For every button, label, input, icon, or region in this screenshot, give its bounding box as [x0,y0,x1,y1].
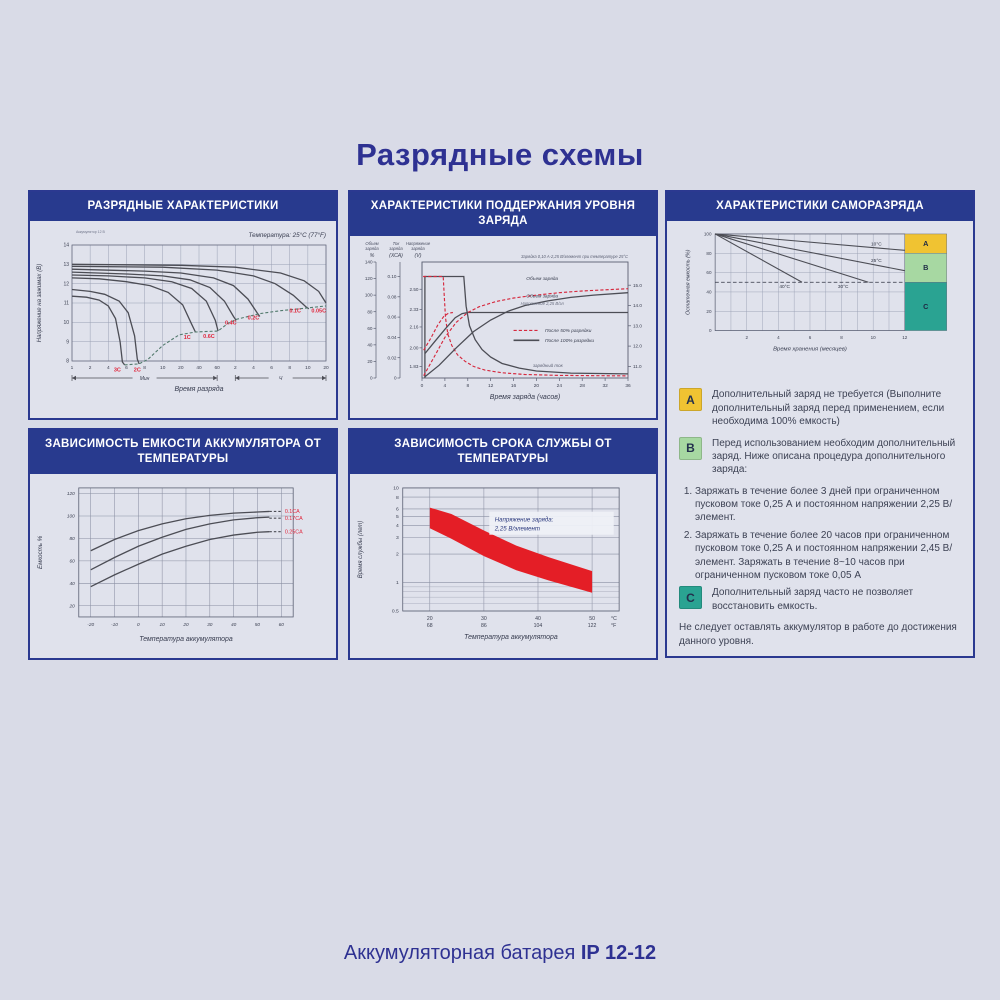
svg-text:140: 140 [364,259,373,265]
svg-text:0.2C: 0.2C [247,315,260,322]
footer-text: Аккумуляторная батарея [343,942,576,964]
svg-text:86: 86 [481,623,487,630]
svg-text:15.0: 15.0 [633,283,642,289]
svg-text:24: 24 [556,384,563,390]
notes-section [667,376,973,656]
svg-text:Остаточная емкость (%): Остаточная емкость (%) [685,249,692,316]
svg-text:30: 30 [207,623,213,629]
svg-text:60: 60 [69,559,75,565]
panel-self-discharge [665,190,975,658]
svg-text:6: 6 [808,334,812,340]
svg-text:Напряжение заряда:: Напряжение заряда: [494,517,554,525]
svg-text:10: 10 [159,623,165,629]
panel-self-discharge-body [667,221,973,656]
svg-text:6: 6 [125,366,128,372]
svg-text:0.06: 0.06 [387,315,397,321]
float-charge-chart [350,238,656,416]
svg-text:8: 8 [288,366,292,372]
svg-text:2: 2 [745,334,749,340]
svg-text:1.83: 1.83 [409,364,419,370]
svg-text:8: 8 [143,366,146,372]
svg-text:60: 60 [278,623,284,629]
svg-text:2: 2 [396,553,399,559]
svg-text:2C: 2C [133,367,141,374]
svg-text:11: 11 [63,300,69,307]
note-b-text: Перед использованием необходим дополнительный заряд. Ниже описана процедура дополнительного заряда: [712,437,956,476]
svg-text:°F: °F [611,623,617,630]
svg-text:40: 40 [706,289,712,295]
svg-text:Емкость %: Емкость % [37,536,45,570]
svg-text:3C: 3C [113,367,121,374]
svg-text:Ч: Ч [278,375,283,382]
svg-text:0.6C: 0.6C [203,333,215,340]
svg-text:12.0: 12.0 [633,344,642,350]
note-b [679,437,961,477]
svg-text:Напряжение 2,25 В/эл: Напряжение 2,25 В/эл [520,301,564,307]
svg-text:60: 60 [367,326,373,332]
svg-text:После 50% разрядки: После 50% разрядки [545,329,592,335]
note-a-text: Дополнительный заряд не требуется (Выполните дополнительный заряд перед применением, если необходима 100% емкость) [712,389,945,428]
note-c [679,586,961,613]
self-discharge-chart [667,223,973,376]
svg-text:Время разряда: Время разряда [174,386,224,394]
svg-text:80: 80 [69,537,75,543]
svg-text:12: 12 [63,281,69,288]
svg-text:80: 80 [706,250,712,256]
svg-text:Напряжение: Напряжение [405,241,431,247]
panel-discharge-header: РАЗРЯДНЫЕ ХАРАКТЕРИСТИКИ [30,192,336,221]
svg-text:20: 20 [426,616,433,623]
svg-text:16: 16 [510,384,517,390]
svg-text:36: 36 [625,384,631,390]
svg-text:0.5: 0.5 [391,610,399,616]
svg-text:10: 10 [393,486,399,492]
svg-text:-10: -10 [111,623,118,629]
panel-capacity-temp-body [30,474,336,658]
svg-text:0.05C: 0.05C [311,308,327,315]
svg-text:A: A [923,239,929,249]
panel-float-header: ХАРАКТЕРИСТИКИ ПОДДЕРЖАНИЯ УРОВНЯ ЗАРЯДА [350,192,656,236]
svg-text:8: 8 [66,358,69,365]
svg-text:%: % [369,253,375,260]
svg-text:Аккумулятор 12 В: Аккумулятор 12 В [76,230,105,235]
svg-text:0.04: 0.04 [387,335,397,341]
svg-text:8: 8 [396,496,399,502]
svg-text:0: 0 [393,375,397,381]
svg-text:120: 120 [364,276,373,282]
service-life-chart [350,476,656,658]
svg-text:100: 100 [703,231,712,237]
svg-text:25°C: 25°C [871,259,882,265]
svg-text:50: 50 [589,616,595,623]
zone-a-badge: A [679,388,702,411]
svg-text:40: 40 [367,342,373,348]
svg-text:(V): (V) [414,253,422,260]
panel-self-discharge-header: ХАРАКТЕРИСТИКИ САМОРАЗРЯДА [667,192,973,221]
zone-c-badge: C [679,586,702,609]
svg-text:50: 50 [254,623,261,629]
svg-text:2.16: 2.16 [409,324,419,330]
svg-text:После 100% разрядки: После 100% разрядки [545,339,595,345]
panel-capacity-temp-header: ЗАВИСИМОСТЬ ЕМКОСТИ АККУМУЛЯТОРА ОТ ТЕМПЕРАТУРЫ [30,430,336,474]
svg-text:0.1C: 0.1C [289,308,301,315]
svg-text:100: 100 [364,293,373,299]
svg-text:10°C: 10°C [871,242,882,248]
svg-text:Напряжение на зажимах (В): Напряжение на зажимах (В) [37,263,43,343]
svg-text:40: 40 [230,623,237,629]
svg-text:4: 4 [777,334,780,340]
svg-text:14: 14 [63,242,69,249]
panel-capacity-temp [28,428,338,660]
svg-text:2: 2 [88,366,92,372]
svg-text:зарядный ток: зарядный ток [533,363,563,369]
svg-text:1C: 1C [183,334,191,341]
svg-text:0.02: 0.02 [387,355,397,361]
svg-text:Мин: Мин [139,375,150,382]
svg-text:Температура: 25°C (77°F): Температура: 25°C (77°F) [248,232,326,240]
svg-text:0.25CA: 0.25CA [284,529,303,536]
svg-text:1: 1 [396,581,399,587]
svg-text:12: 12 [902,334,908,340]
svg-text:Температура аккумулятора: Температура аккумулятора [464,634,558,642]
svg-text:заряда: заряда [389,246,403,252]
svg-text:40: 40 [69,582,75,588]
svg-text:14.0: 14.0 [633,303,642,309]
list-item-1: 1. Заряжать в течение более 3 дней при ограниченном пусковом токе 0,25 А и постоянном напряжении 2,25 В/элемент. [695,485,961,525]
svg-text:4: 4 [396,524,399,530]
svg-text:2: 2 [233,366,237,372]
svg-text:8: 8 [466,384,470,390]
svg-text:0: 0 [137,623,140,629]
svg-text:13: 13 [63,262,69,269]
page-title: Разрядные схемы [356,136,644,172]
svg-text:20: 20 [323,366,329,372]
svg-text:0.1CA: 0.1CA [284,509,300,516]
charge-procedure-list [679,485,961,583]
svg-text:40: 40 [196,366,202,372]
svg-text:(ХСА): (ХСА) [389,253,403,260]
svg-text:20: 20 [178,366,184,372]
note-a [679,388,961,428]
panel-life-temp-header: ЗАВИСИМОСТЬ СРОКА СЛУЖБЫ ОТ ТЕМПЕРАТУРЫ [350,430,656,474]
svg-text:0.08: 0.08 [387,294,397,300]
svg-text:3: 3 [396,536,399,542]
svg-text:0.17CA: 0.17CA [284,516,303,523]
svg-text:2.50: 2.50 [409,287,419,293]
svg-text:0: 0 [420,384,424,390]
panel-discharge-body [30,221,336,418]
svg-text:2.33: 2.33 [409,307,419,313]
svg-text:B: B [923,263,929,273]
svg-text:Объем: Объем [365,241,379,247]
svg-text:Время хранения (месяцев): Время хранения (месяцев) [773,346,847,353]
svg-text:30: 30 [481,616,487,623]
svg-text:12: 12 [487,384,494,390]
svg-text:4: 4 [106,366,110,372]
svg-text:10: 10 [160,366,166,372]
svg-text:Зарядка 0,10 А-2,25 В/элемент: Зарядка 0,10 А-2,25 В/элемент при температуре 25°C [520,254,628,260]
list-item-2: 2. Заряжать в течение более 20 часов при ограниченном пусковом токе 0,25 А и постоянном напряжении 2,45 В/элемент. Заряжать в течение 8~10 часов при ограниченном пусковом токе 0,05 А [695,529,961,583]
footer [0,942,1000,965]
svg-text:60: 60 [214,366,220,372]
svg-text:80: 80 [367,309,373,315]
svg-text:Время службы (лет): Время службы (лет) [358,520,365,579]
panel-float [348,190,658,420]
panel-life-temp-body [350,474,656,658]
svg-text:30°C: 30°C [837,285,849,291]
footnote: Не следует оставлять аккумулятор в работе до достижения данного уровня. [679,622,957,647]
svg-text:32: 32 [602,384,608,390]
svg-text:6: 6 [396,507,399,513]
svg-text:6: 6 [270,366,273,372]
svg-text:4: 4 [252,366,255,372]
svg-text:10: 10 [870,334,876,340]
svg-text:40: 40 [535,616,541,623]
svg-text:4: 4 [443,384,447,390]
svg-text:10: 10 [305,366,311,372]
svg-text:Объем заряда: Объем заряда [526,294,559,300]
svg-text:20: 20 [183,623,189,629]
svg-text:10: 10 [63,320,69,327]
svg-text:20: 20 [533,384,540,390]
note-c-text: Дополнительный заряд часто не позволяет восстановить емкость. [712,587,914,612]
capacity-temperature-chart [30,476,336,658]
svg-text:104: 104 [533,623,543,630]
svg-text:68: 68 [426,623,433,630]
svg-text:0.10: 0.10 [387,274,397,280]
footer-model: IP 12-12 [580,942,657,964]
svg-text:0: 0 [708,328,712,334]
svg-text:1: 1 [70,366,74,372]
svg-text:8: 8 [840,334,843,340]
svg-text:122: 122 [587,623,597,630]
svg-text:2,25 В/элемент: 2,25 В/элемент [494,525,540,533]
svg-text:20: 20 [367,359,373,365]
svg-text:заряда: заряда [365,246,379,252]
panel-discharge [28,190,338,420]
svg-text:C: C [923,301,929,311]
svg-text:Время заряда (часов): Время заряда (часов) [489,394,561,402]
svg-text:28: 28 [579,384,585,390]
svg-text:заряда: заряда [411,246,425,252]
svg-text:100: 100 [66,514,75,520]
svg-text:120: 120 [66,492,75,498]
panel-life-temp [348,428,658,660]
discharge-chart [30,223,336,413]
svg-text:40°C: 40°C [779,285,790,291]
svg-text:5: 5 [396,515,399,521]
svg-text:11.0: 11.0 [633,364,642,370]
svg-text:0: 0 [369,375,373,381]
svg-text:60: 60 [706,270,712,276]
svg-text:13.0: 13.0 [633,323,642,329]
svg-text:20: 20 [69,604,75,610]
svg-text:2.00: 2.00 [409,345,419,351]
svg-text:9: 9 [66,339,69,346]
svg-text:0.4C: 0.4C [224,320,237,327]
zone-b-badge: B [679,437,702,460]
svg-text:°C: °C [611,616,617,623]
svg-text:-20: -20 [87,623,95,629]
svg-text:Объем заряда: Объем заряда [526,277,559,283]
svg-text:Ток: Ток [392,241,400,247]
panel-float-body [350,236,656,418]
svg-text:Температура аккумулятора: Температура аккумулятора [139,636,233,644]
svg-text:20: 20 [706,308,712,314]
